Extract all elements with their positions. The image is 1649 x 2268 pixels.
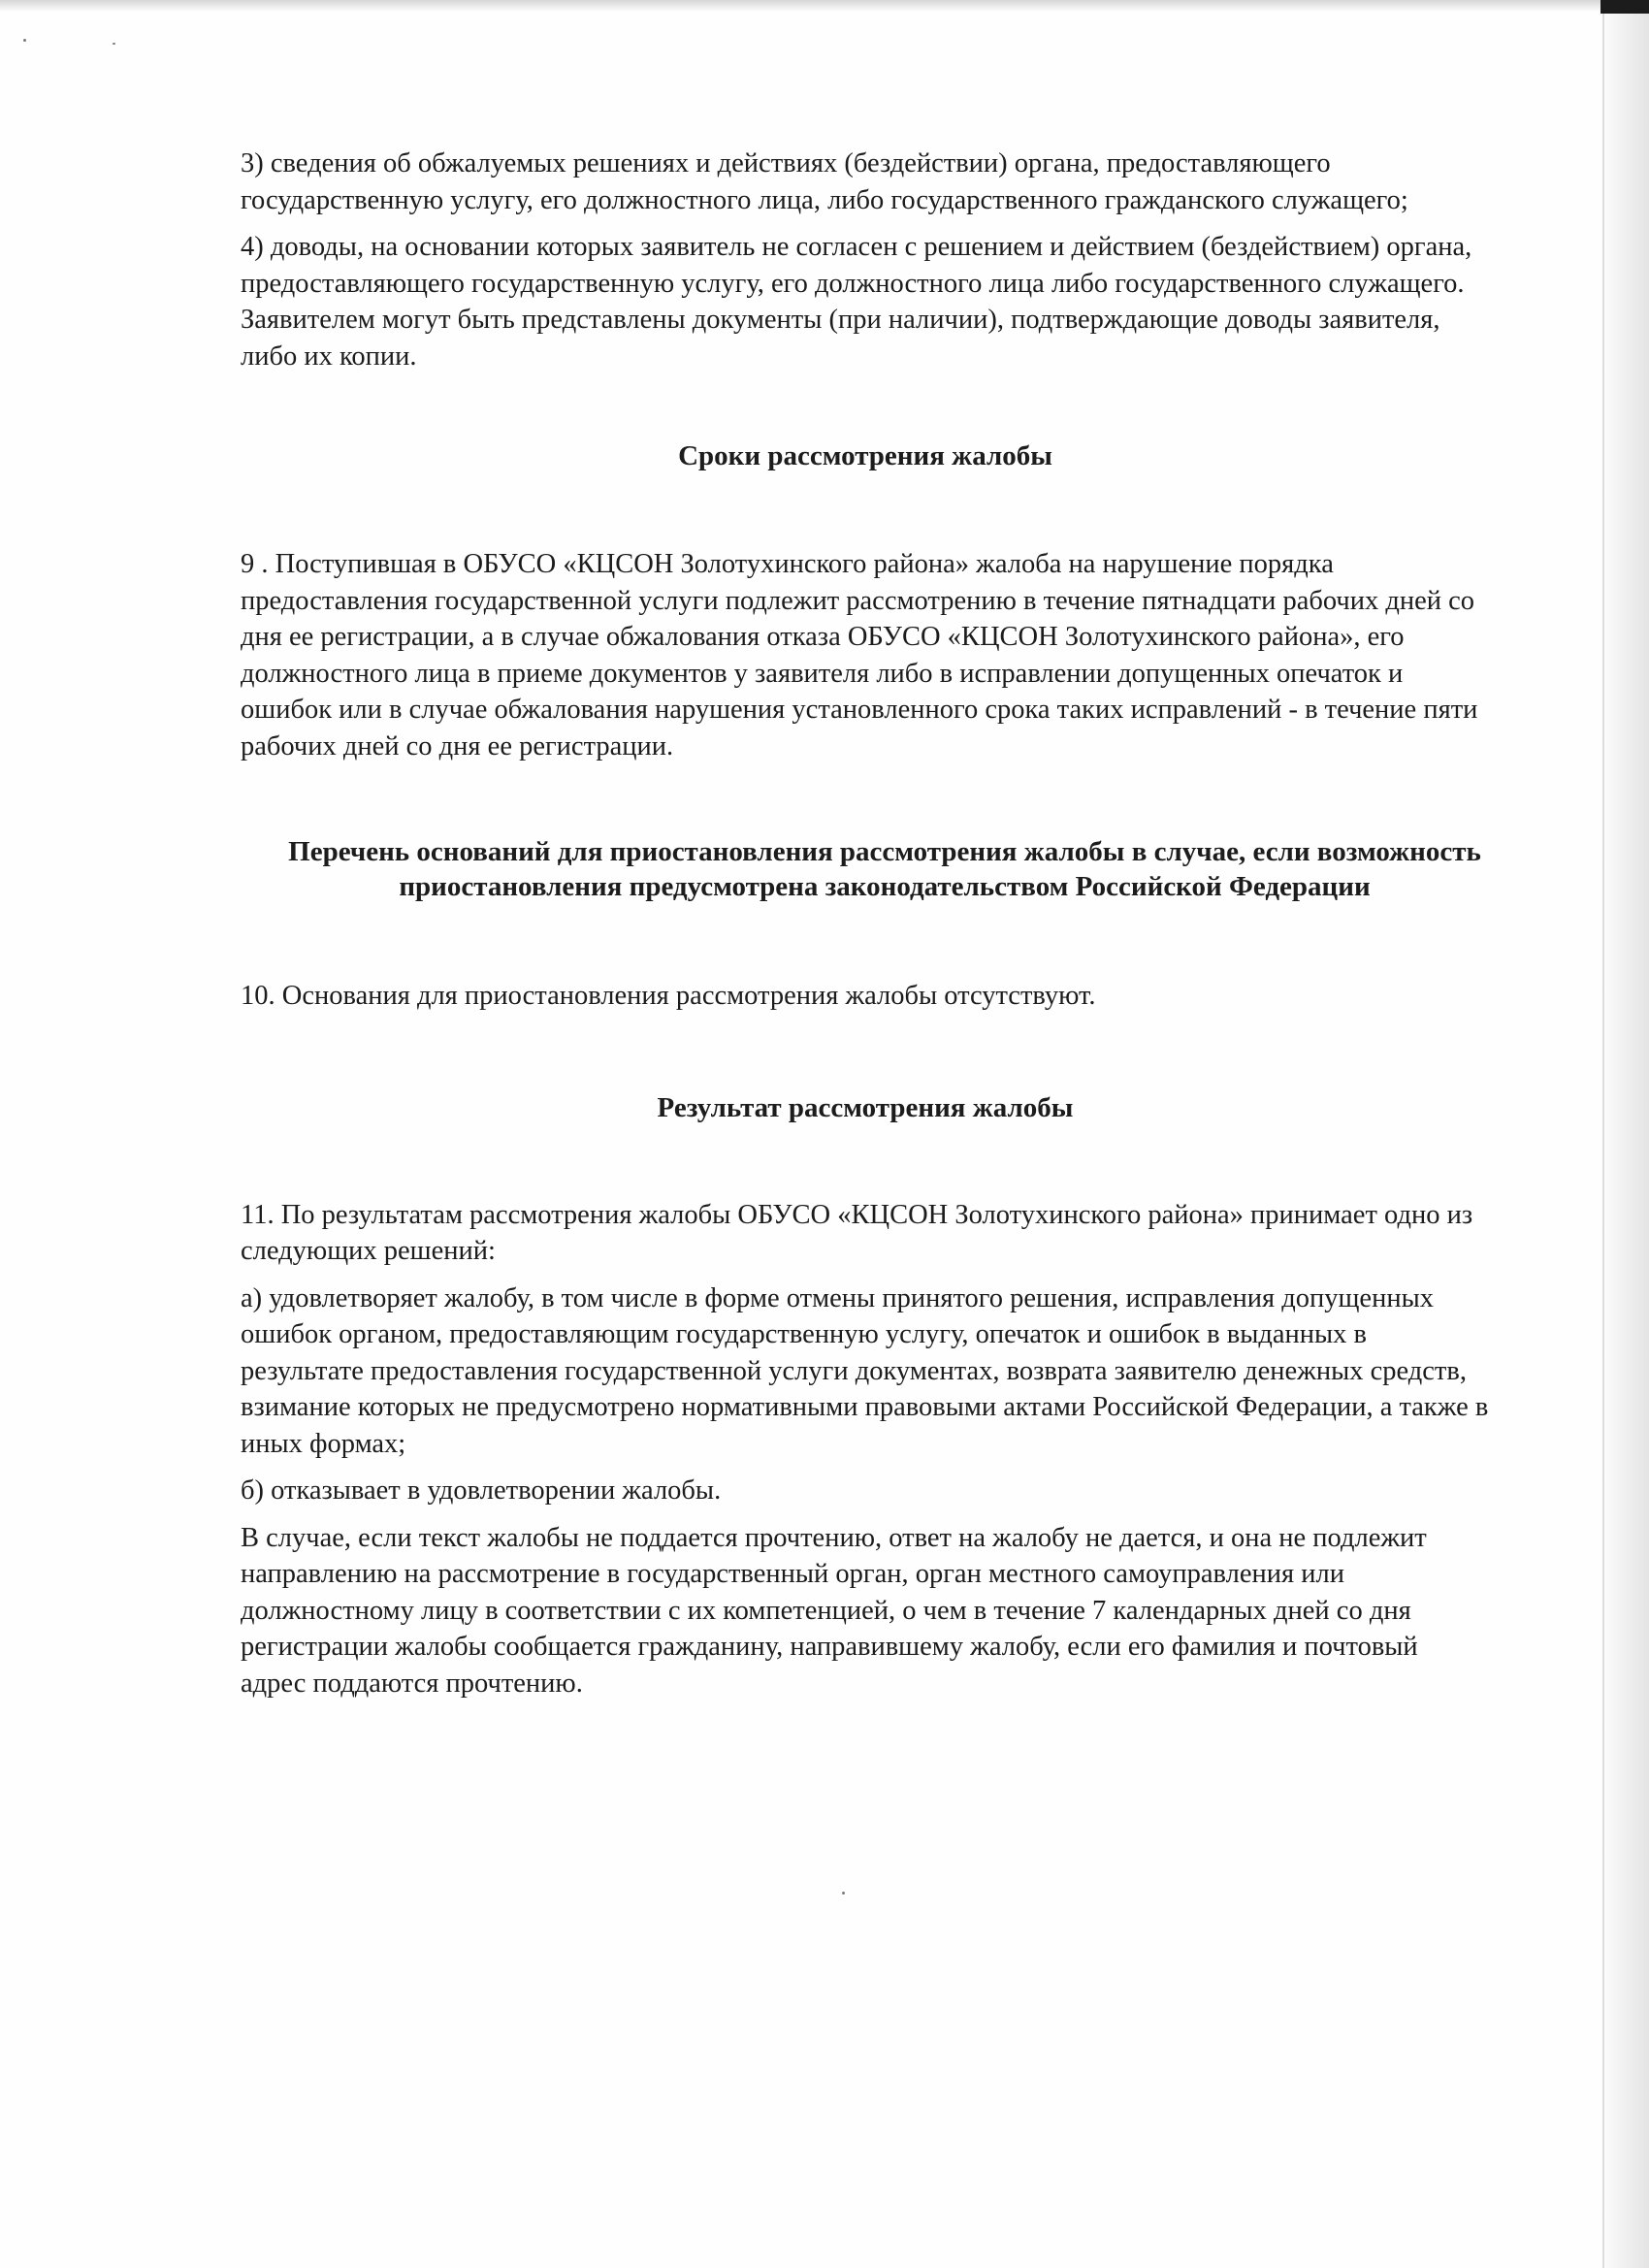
claim-point-3-paragraph: 3) сведения об обжалуемых решениях и действиях (бездействии) органа, предоставляющего государственную услугу, его должностного лица, либо государственного гражданского служащего; [241, 148, 1408, 215]
terms-heading: Сроки рассмотрения жалобы [678, 440, 1052, 471]
scan-speck [23, 39, 26, 42]
document-body [241, 146, 1490, 1712]
item-9-paragraph: 9 . Поступившая в ОБУСО «КЦСОН Золотухинского района» жалоба на нарушение порядка предоставления государственной услуги подлежит рассмотрению в течение пятнадцати рабочих дней со дня ее регистрации, а в случае обжалования отказа ОБУСО «КЦСОН Золотухинского района», его должностного лица в приеме документов у заявителя либо в исправлении допущенных опечаток и ошибок или в случае обжалования нарушения установленного срока таких исправлений - в течение пяти рабочих дней со дня ее регистрации. [241, 549, 1478, 761]
result-heading: Результат рассмотрения жалобы [657, 1091, 1074, 1123]
scan-speck [113, 43, 115, 45]
item-11-intro-paragraph: 11. По результатам рассмотрения жалобы ОБУСО «КЦСОН Золотухинского района» принимает одно из следующих решений: [241, 1199, 1473, 1266]
option-b-paragraph: б) отказывает в удовлетворении жалобы. [241, 1475, 722, 1506]
option-a-paragraph: а) удовлетворяет жалобу, в том числе в форме отмены принятого решения, исправления допущенных ошибок органом, предоставляющим государственную услугу, опечаток и ошибок в выданных в результате предоставления государственной услуги документах, возврата заявителю денежных средств, взимание которых не предусмотрено нормативными правовыми актами Российской Федерации, а также в иных формах; [241, 1282, 1489, 1459]
claim-point-4-paragraph: 4) доводы, на основании которых заявитель не согласен с решением и действием (бездействием) органа, предоставляющего государственную услугу, его должностного лица либо государственного служащего. Заявителем могут быть представлены документы (при наличии), подтверждающие доводы заявителя, либо их копии. [241, 232, 1472, 372]
scan-right-shadow [1600, 0, 1649, 2268]
scan-top-shadow [0, 0, 1649, 12]
unreadable-complaint-paragraph: В случае, если текст жалобы не поддается прочтению, ответ на жалобу не дается, и она не подлежит направлению на рассмотрение в государственный орган, орган местного самоуправления или должностному лицу в соответствии с их компетенцией, о чем в течение 7 календарных дней со дня регистрации жалобы сообщается гражданину, направившему жалобу, если его фамилия и почтовый адрес поддаются прочтению. [241, 1522, 1427, 1699]
item-10-paragraph: 10. Основания для приостановления рассмотрения жалобы отсутствуют. [241, 981, 1096, 1011]
scan-corner-mark [1600, 0, 1649, 14]
scan-speck [842, 1892, 845, 1895]
suspension-grounds-heading: Перечень оснований для приостановления рассмотрения жалобы в случае, если возможность приостановления предусмотрена законодательством Российской Федерации [288, 836, 1481, 902]
